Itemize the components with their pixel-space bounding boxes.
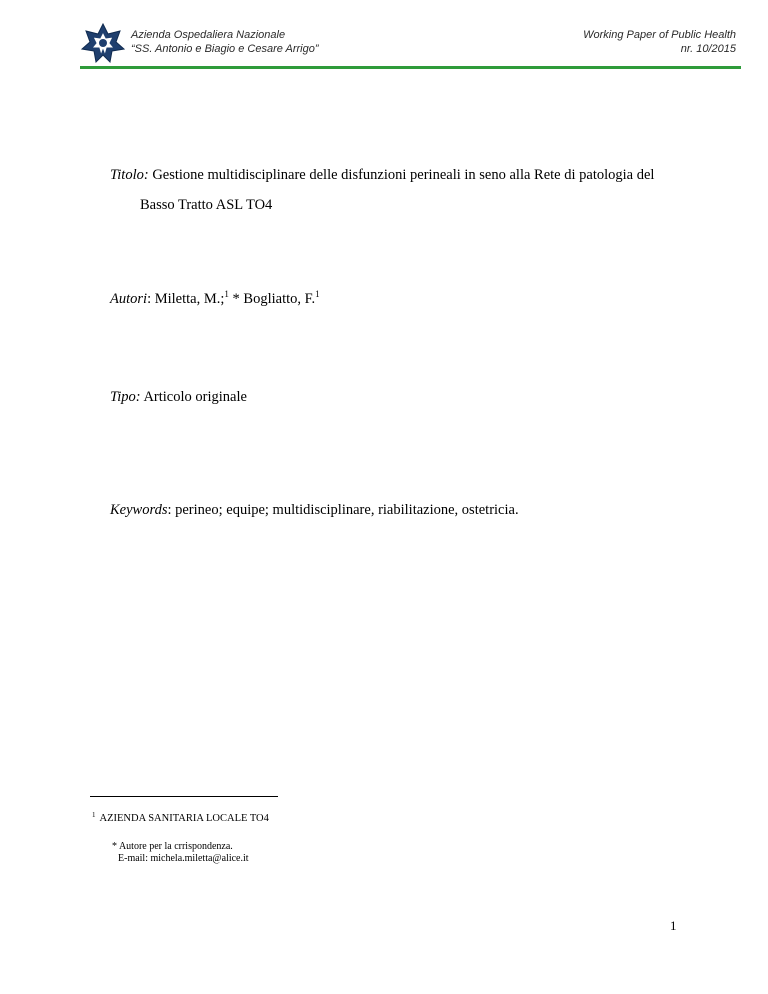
author-2: * Bogliatto, F. [232,291,316,307]
author-1-affiliation: 1 [224,289,229,299]
institution-line1: Azienda Ospedaliera Nazionale [131,29,286,41]
star-emblem-icon [80,22,126,64]
series-info [583,28,736,56]
footnote-rule [90,796,278,797]
series-title: Working Paper of Public Health [583,29,736,41]
institution-line2: “SS. Antonio e Biagio e Cesare Arrigo” [131,43,319,55]
header-rule [80,66,741,69]
keywords-text: perineo; equipe; multidisciplinare, riabilitazione, ostetricia. [175,502,519,518]
footnote-1-mark: 1 [92,811,96,819]
authors-label: Autori [110,291,148,307]
title-text-line1: Gestione multidisciplinare delle disfunzioni perineali in seno alla Rete di patologia del [152,167,655,183]
authors-field [110,284,320,314]
title-label: Titolo: [110,167,149,183]
correspondence-text: * Autore per la crrispondenza. [112,841,233,852]
authors-sep: : [147,291,152,307]
keywords-field [110,495,519,525]
author-2-affiliation: 1 [315,289,320,299]
institution-name [131,28,319,56]
correspondence-email: E-mail: michela.miletta@alice.it [118,853,249,864]
type-text: Articolo originale [143,389,247,405]
page-header [0,0,768,70]
page-number: 1 [670,918,677,933]
author-1: Miletta, M.; [154,291,225,307]
title-text-line2: Basso Tratto ASL TO4 [140,197,273,213]
keywords-label: Keywords [110,502,168,518]
footnote-1 [92,812,269,825]
type-field [110,382,247,412]
keywords-sep: : [167,502,172,518]
series-number: nr. 10/2015 [680,43,736,55]
title-field [110,160,710,220]
correspondence-note [112,841,249,865]
footnote-1-text: AZIENDA SANITARIA LOCALE TO4 [99,813,269,824]
type-label: Tipo: [110,389,141,405]
